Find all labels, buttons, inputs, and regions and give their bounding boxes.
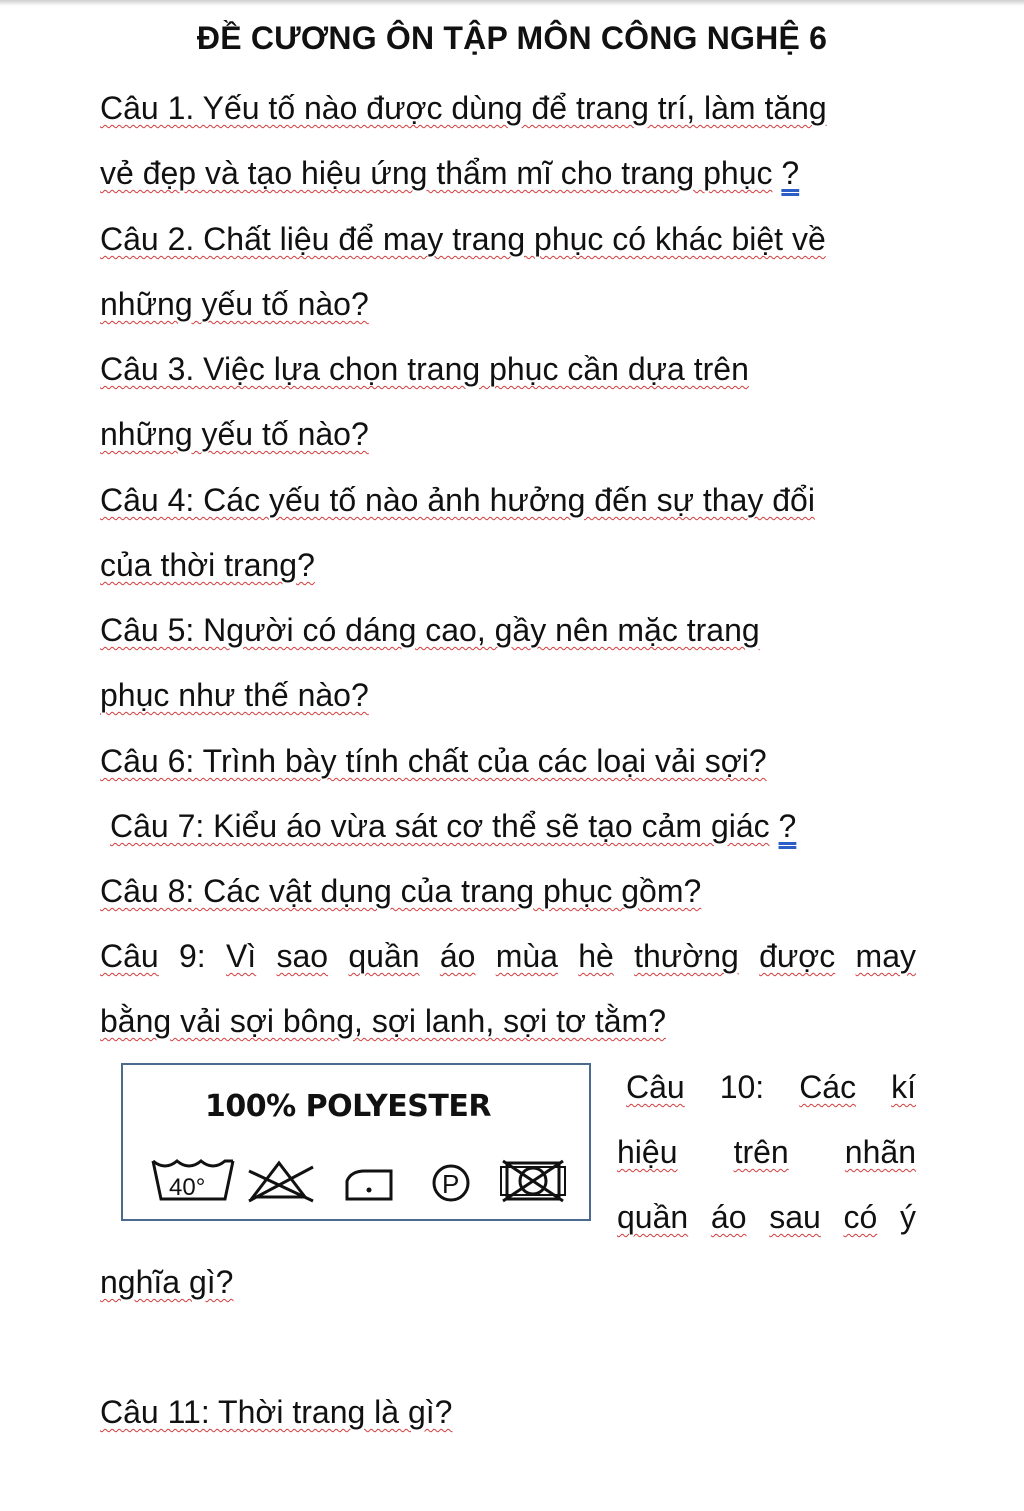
question-9-line-1: Câu 9: Vì sao quần áo mùa hè thường được may [100, 938, 916, 974]
top-edge [0, 0, 1024, 6]
question-1-line-2: vẻ đẹp và tạo hiệu ứng thẩm mĩ cho trang phục ? [100, 155, 800, 191]
no-bleach-icon [249, 1163, 313, 1201]
question-3-line-1: Câu 3. Việc lựa chọn trang phục cần dựa trên [100, 351, 749, 387]
wash-40-icon [153, 1161, 233, 1201]
question-10-line-3: quần áo sau có ý [617, 1199, 916, 1235]
dry-clean-p-icon [434, 1166, 468, 1200]
question-10-line-1: Câu 10: Các kí [626, 1069, 916, 1105]
question-11: Câu 11: Thời trang là gì? [100, 1394, 453, 1430]
question-9-line-2: bằng vải sợi bông, sợi lanh, sợi tơ tằm? [100, 1003, 666, 1039]
care-label [121, 1063, 591, 1221]
question-4-line-2: của thời trang? [100, 547, 315, 583]
iron-low-icon [347, 1171, 391, 1199]
question-8: Câu 8: Các vật dụng của trang phục gồm? [100, 873, 702, 909]
question-7: Câu 7: Kiểu áo vừa sát cơ thể sẽ tạo cảm giác ? [110, 808, 797, 844]
question-2-line-1: Câu 2. Chất liệu để may trang phục có khác biệt về [100, 221, 826, 257]
question-5-line-2: phục như thế nào? [100, 677, 369, 713]
question-4-line-1: Câu 4: Các yếu tố nào ảnh hưởng đến sự thay đổi [100, 482, 815, 518]
care-label-fabric: 100% POLYESTER [205, 1089, 491, 1124]
question-5-line-1: Câu 5: Người có dáng cao, gầy nên mặc trang [100, 612, 760, 648]
question-3-line-2: những yếu tố nào? [100, 416, 369, 452]
page-title: ĐỀ CƯƠNG ÔN TẬP MÔN CÔNG NGHỆ 6 [196, 20, 828, 56]
question-6: Câu 6: Trình bày tính chất của các loại vải sợi? [100, 743, 767, 779]
question-2-line-2: những yếu tố nào? [100, 286, 369, 322]
wash-temp-label: 40° [169, 1174, 206, 1201]
question-10-line-2: hiệu trên nhãn [617, 1134, 916, 1170]
question-10-line-4: nghĩa gì? [100, 1264, 234, 1300]
dry-clean-letter: P [442, 1169, 460, 1199]
question-1-line-1: Câu 1. Yếu tố nào được dùng để trang trí, làm tăng [100, 90, 827, 126]
no-tumble-dry-icon [501, 1161, 565, 1201]
care-symbols [151, 1157, 571, 1203]
